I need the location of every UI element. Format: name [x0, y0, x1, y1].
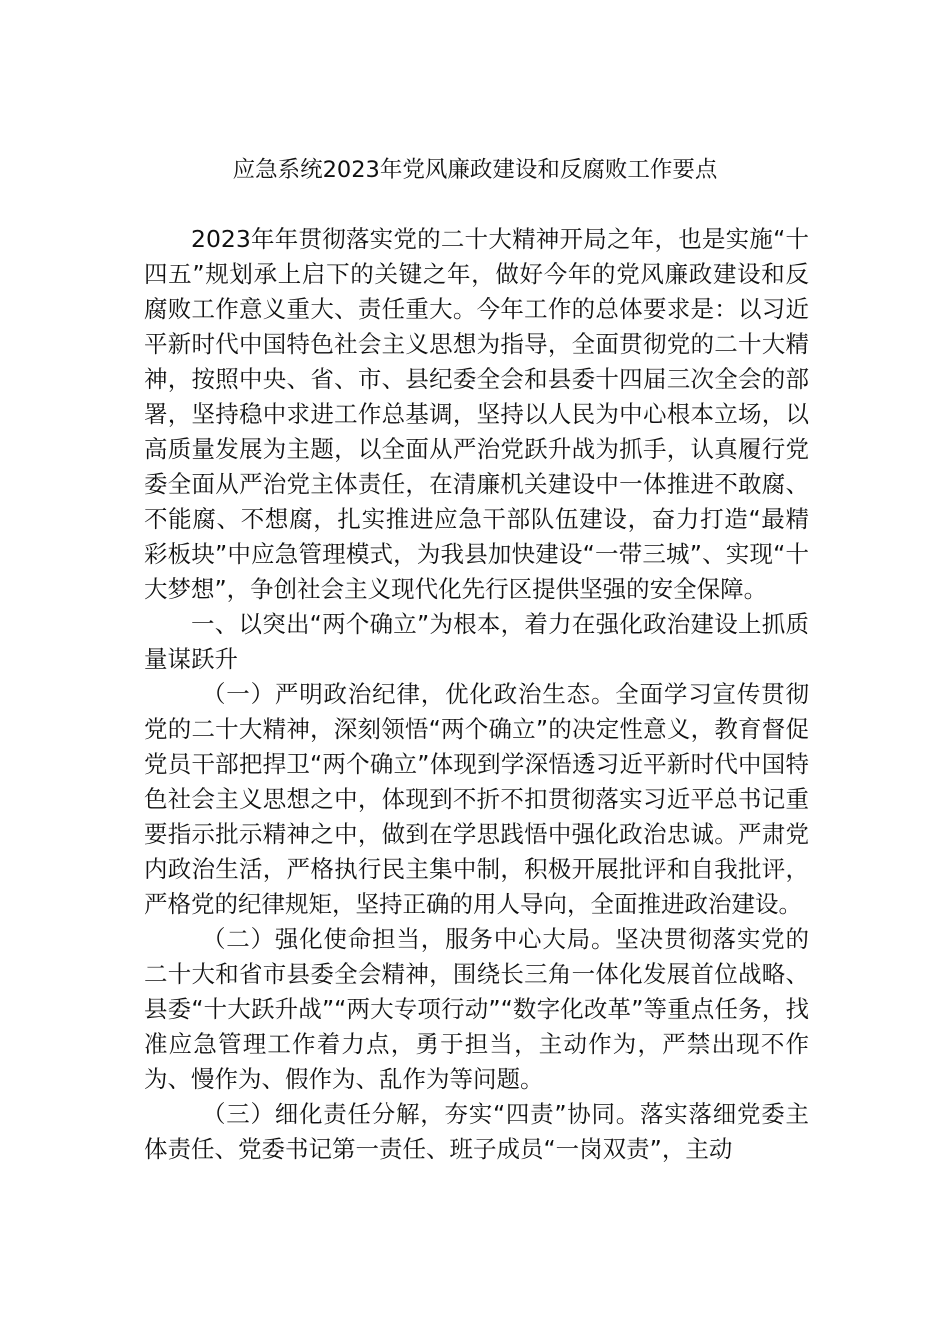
document-title: 应急系统2023年党风廉政建设和反腐败工作要点 — [232, 157, 718, 183]
document-body — [144, 222, 809, 1167]
section-heading-1: 一、以突出“两个确立”为根本，着力在强化政治建设上抓质量谋跃升 — [144, 610, 809, 673]
paragraph-item-3: （三）细化责任分解，夯实“四责”协同。落实落细党委主体责任、党委书记第一责任、班子成员“一岗双责”，主动 — [144, 1100, 809, 1163]
paragraph-item-2: （二）强化使命担当，服务中心大局。坚决贯彻落实党的二十大和省市县委全会精神，围绕长三角一体化发展首位战略、县委“十大跃升战”“两大专项行动”“数字化改革”等重点任务，找准应急管理工作着力点，勇于担当，主动作为，严禁出现不作为、慢作为、假作为、乱作为等问题。 — [144, 925, 809, 1093]
paragraph-intro: 2023年年贯彻落实党的二十大精神开局之年，也是实施“十四五”规划承上启下的关键之年，做好今年的党风廉政建设和反腐败工作意义重大、责任重大。今年工作的总体要求是：以习近平新时代中国特色社会主义思想为指导，全面贯彻党的二十大精神，按照中央、省、市、县纪委全会和县委十四届三次全会的部署，坚持稳中求进工作总基调，坚持以人民为中心根本立场，以高质量发展为主题，以全面从严治党跃升战为抓手，认真履行党委全面从严治党主体责任，在清廉机关建设中一体推进不敢腐、不能腐、不想腐，扎实推进应急干部队伍建设，奋力打造“最精彩板块”中应急管理模式，为我县加快建设“一带三城”、实现“十大梦想”，争创社会主义现代化先行区提供坚强的安全保障。 — [144, 225, 809, 603]
paragraph-item-1: （一）严明政治纪律，优化政治生态。全面学习宣传贯彻党的二十大精神，深刻领悟“两个确立”的决定性意义，教育督促党员干部把捍卫“两个确立”体现到学深悟透习近平新时代中国特色社会主义思想之中，体现到不折不扣贯彻落实习近平总书记重要指示批示精神之中，做到在学思践悟中强化政治忠诚。严肃党内政治生活，严格执行民主集中制，积极开展批评和自我批评，严格党的纪律规矩，坚持正确的用人导向，全面推进政治建设。 — [144, 680, 809, 918]
